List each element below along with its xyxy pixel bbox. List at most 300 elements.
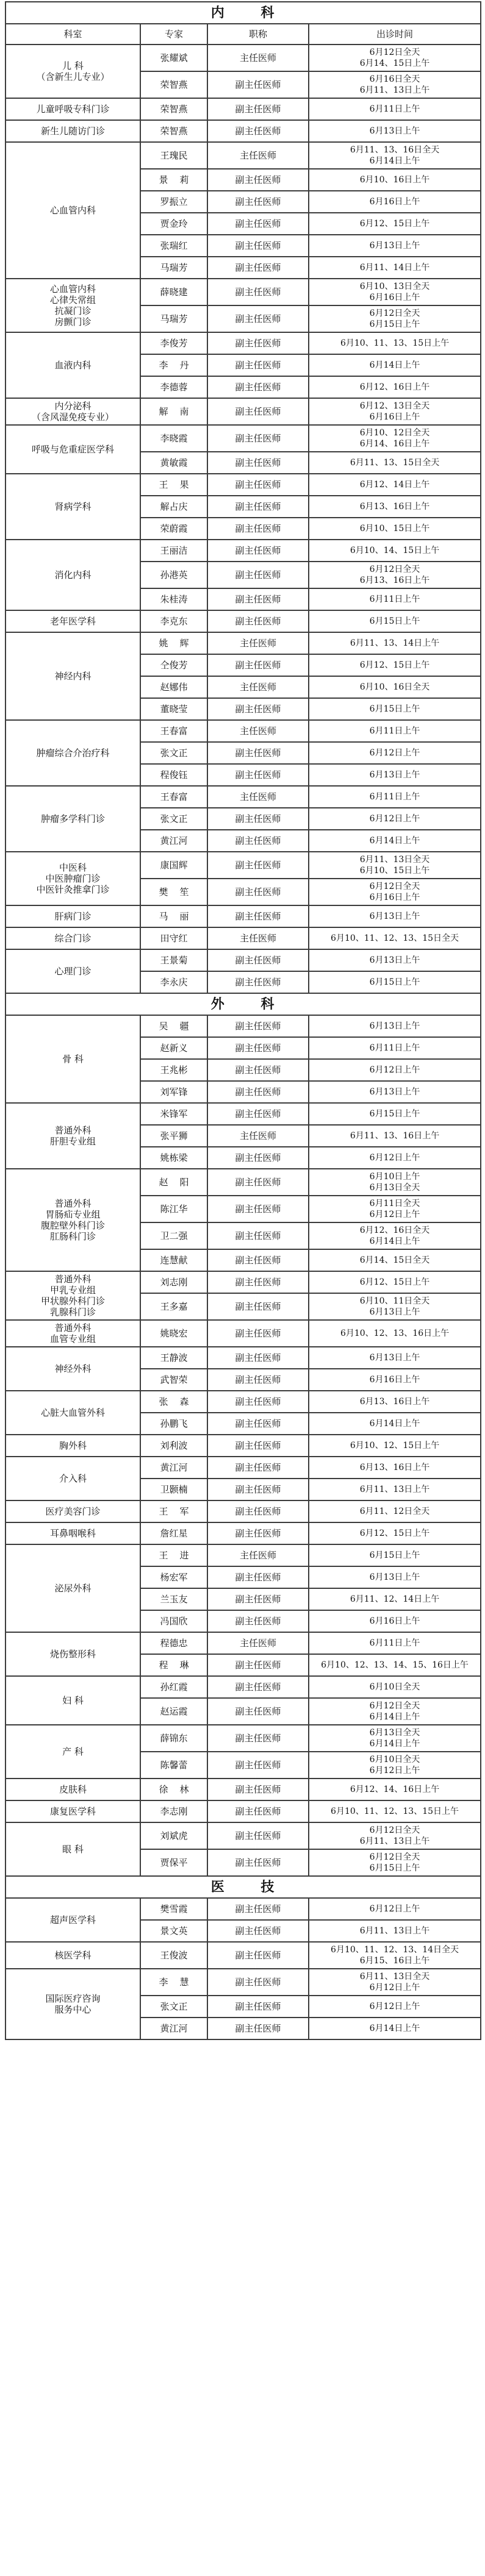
doctor-name: 王 进 [140,1544,207,1566]
doctor-name: 樊雪霞 [140,1898,207,1920]
doctor-title: 副主任医师 [207,1196,309,1222]
clinic-time: 6月14、15日全天 [309,1249,481,1271]
doctor-name: 卫二强 [140,1222,207,1249]
doctor-title: 副主任医师 [207,1249,309,1271]
clinic-time: 6月10、12、15日上午 [309,1435,481,1457]
doctor-title: 副主任医师 [207,1059,309,1081]
doctor-name: 连慧献 [140,1249,207,1271]
header-expert: 专家 [140,24,207,45]
doctor-name: 卫颢楠 [140,1479,207,1500]
doctor-title: 副主任医师 [207,879,309,905]
doctor-title: 副主任医师 [207,376,309,398]
doctor-title: 副主任医师 [207,235,309,257]
clinic-time: 6月13日上午 [309,1081,481,1103]
department-cell: 超声医学科 [5,1898,140,1942]
clinic-time: 6月10、16日上午 [309,169,481,191]
clinic-time: 6月11日上午 [309,720,481,742]
clinic-time: 6月13日上午 [309,905,481,927]
department-cell: 妇 科 [5,1676,140,1725]
doctor-name: 贾保平 [140,1849,207,1876]
table-row [5,1725,481,1752]
doctor-title: 副主任医师 [207,1996,309,2018]
doctor-title: 副主任医师 [207,191,309,213]
clinic-time: 6月16日全天 6月11、13日上午 [309,71,481,98]
doctor-title: 副主任医师 [207,398,309,425]
department-cell: 普通外科 血管专业组 [5,1320,140,1347]
table-row [5,1457,481,1479]
doctor-title: 副主任医师 [207,1610,309,1632]
department-cell: 核医学科 [5,1942,140,1969]
doctor-name: 王丽洁 [140,540,207,562]
doctor-title: 副主任医师 [207,971,309,993]
clinic-time: 6月12、15日上午 [309,654,481,676]
doctor-title: 副主任医师 [207,1676,309,1698]
doctor-name: 张平狮 [140,1125,207,1147]
table-row [5,1779,481,1800]
clinic-time: 6月14日上午 [309,830,481,852]
table-row [5,540,481,562]
clinic-time: 6月13日上午 [309,235,481,257]
doctor-title: 副主任医师 [207,425,309,452]
clinic-time: 6月13日全天 6月14日上午 [309,1725,481,1752]
doctor-title: 副主任医师 [207,1800,309,1822]
doctor-name: 罗振立 [140,191,207,213]
clinic-time: 6月12日全天 6月11、13日上午 [309,1822,481,1849]
clinic-time: 6月11、13、14日上午 [309,632,481,654]
clinic-time: 6月11日上午 [309,588,481,610]
department-cell: 新生儿随访门诊 [5,120,140,142]
doctor-title: 副主任医师 [207,654,309,676]
doctor-title: 副主任医师 [207,1698,309,1725]
table-row [5,949,481,971]
table-row [5,1544,481,1566]
section-title: 医 技 [5,1876,481,1898]
clinic-time: 6月12、16日上午 [309,376,481,398]
clinic-time: 6月12日全天 6月13、16日上午 [309,562,481,588]
doctor-title: 副主任医师 [207,257,309,279]
doctor-title: 副主任医师 [207,588,309,610]
doctor-title: 主任医师 [207,720,309,742]
doctor-name: 程 琳 [140,1654,207,1676]
doctor-title: 副主任医师 [207,98,309,120]
doctor-title: 主任医师 [207,676,309,698]
doctor-title: 副主任医师 [207,279,309,305]
doctor-name: 孙港英 [140,562,207,588]
doctor-title: 副主任医师 [207,71,309,98]
doctor-name: 马瑞芳 [140,257,207,279]
clinic-time: 6月10、12、13、14、15、16日上午 [309,1654,481,1676]
doctor-name: 王春富 [140,720,207,742]
clinic-time: 6月12、14、16日上午 [309,1779,481,1800]
doctor-title: 副主任医师 [207,1015,309,1037]
table-row [5,1015,481,1037]
doctor-title: 主任医师 [207,1125,309,1147]
clinic-time: 6月14日上午 [309,354,481,376]
doctor-title: 副主任医师 [207,213,309,235]
doctor-name: 王春富 [140,786,207,808]
doctor-name: 黄江河 [140,830,207,852]
clinic-time: 6月11日全天 6月12日上午 [309,1196,481,1222]
clinic-time: 6月15日上午 [309,1103,481,1125]
table-row [5,610,481,632]
clinic-time: 6月13日上午 [309,1015,481,1037]
department-cell: 胸外科 [5,1435,140,1457]
doctor-name: 吴 疆 [140,1015,207,1037]
clinic-time: 6月10、11日全天 6月13日上午 [309,1293,481,1320]
table-row [5,1391,481,1413]
doctor-name: 武智荣 [140,1369,207,1391]
doctor-name: 张瑞红 [140,235,207,257]
doctor-name: 孙鹏飞 [140,1413,207,1435]
doctor-title: 副主任医师 [207,1566,309,1588]
clinic-time: 6月11日上午 [309,1037,481,1059]
department-cell: 消化内科 [5,540,140,610]
doctor-title: 副主任医师 [207,452,309,474]
doctor-name: 李 丹 [140,354,207,376]
doctor-title: 副主任医师 [207,1037,309,1059]
clinic-time: 6月12日全天 6月15日上午 [309,305,481,332]
doctor-title: 副主任医师 [207,1435,309,1457]
clinic-time: 6月11日上午 [309,98,481,120]
doctor-title: 副主任医师 [207,1654,309,1676]
department-cell: 呼吸与危重症医学科 [5,425,140,474]
doctor-title: 副主任医师 [207,332,309,354]
table-row [5,905,481,927]
doctor-title: 主任医师 [207,632,309,654]
doctor-name: 张文正 [140,1996,207,2018]
table-row [5,1822,481,1849]
doctor-name: 黄敏霞 [140,452,207,474]
table-row [5,279,481,305]
doctor-title: 副主任医师 [207,1920,309,1942]
clinic-time: 6月13、16日上午 [309,1457,481,1479]
clinic-time: 6月13日上午 [309,949,481,971]
section-title: 外 科 [5,993,481,1015]
table-row [5,632,481,654]
doctor-title: 主任医师 [207,45,309,71]
clinic-time: 6月10日上午 6月13日全天 [309,1169,481,1196]
doctor-name: 马 丽 [140,905,207,927]
doctor-title: 副主任医师 [207,354,309,376]
doctor-name: 陈馨蕾 [140,1752,207,1779]
department-cell: 烧伤整形科 [5,1632,140,1676]
doctor-title: 主任医师 [207,927,309,949]
clinic-time: 6月10、13日全天 6月16日上午 [309,279,481,305]
clinic-time: 6月12日全天 6月16日上午 [309,879,481,905]
clinic-time: 6月13、16日上午 [309,496,481,518]
doctor-title: 副主任医师 [207,1413,309,1435]
doctor-name: 薛锦东 [140,1725,207,1752]
doctor-title: 副主任医师 [207,610,309,632]
header-title: 职称 [207,24,309,45]
table-row [5,332,481,354]
doctor-name: 张文正 [140,742,207,764]
doctor-title: 副主任医师 [207,1347,309,1369]
clinic-time: 6月10、11、12、13、14日全天 6月15、16日上午 [309,1942,481,1969]
table-row [5,1103,481,1125]
doctor-name: 景文英 [140,1920,207,1942]
table-row [5,1632,481,1654]
table-row [5,1320,481,1347]
clinic-time: 6月14日上午 [309,2018,481,2039]
clinic-time: 6月15日上午 [309,698,481,720]
doctor-title: 副主任医师 [207,1222,309,1249]
doctor-name: 王俊波 [140,1942,207,1969]
doctor-name: 刘军锋 [140,1081,207,1103]
doctor-title: 副主任医师 [207,1522,309,1544]
doctor-name: 王静波 [140,1347,207,1369]
doctor-name: 兰玉友 [140,1588,207,1610]
table-row [5,1942,481,1969]
clinic-time: 6月12日上午 [309,1898,481,1920]
department-cell: 神经内科 [5,632,140,720]
clinic-time: 6月15日上午 [309,971,481,993]
doctor-title: 副主任医师 [207,949,309,971]
doctor-name: 黄江河 [140,1457,207,1479]
doctor-name: 赵 阳 [140,1169,207,1196]
clinic-time: 6月11日上午 [309,786,481,808]
table-row [5,1347,481,1369]
clinic-time: 6月15日上午 [309,610,481,632]
department-cell: 老年医学科 [5,610,140,632]
doctor-title: 副主任医师 [207,1898,309,1920]
clinic-time: 6月11、13、16日全天 6月14日上午 [309,142,481,169]
table-row [5,425,481,452]
section-header-row [5,993,481,1015]
table-row [5,1898,481,1920]
doctor-title: 副主任医师 [207,1081,309,1103]
table-row [5,720,481,742]
table-row [5,1435,481,1457]
clinic-time: 6月10、14、15日上午 [309,540,481,562]
table-row [5,852,481,879]
clinic-time: 6月11、12日全天 [309,1500,481,1522]
department-cell: 神经外科 [5,1347,140,1391]
doctor-name: 田守红 [140,927,207,949]
department-cell: 康复医学科 [5,1800,140,1822]
doctor-name: 刘斌虎 [140,1822,207,1849]
department-cell: 普通外科 甲乳专业组 甲状腺外科门诊 乳腺科门诊 [5,1271,140,1320]
doctor-name: 荣智燕 [140,120,207,142]
doctor-title: 副主任医师 [207,169,309,191]
doctor-title: 副主任医师 [207,698,309,720]
table-row [5,1500,481,1522]
doctor-name: 康国辉 [140,852,207,879]
doctor-title: 副主任医师 [207,496,309,518]
doctor-title: 副主任医师 [207,1849,309,1876]
table-row [5,120,481,142]
clinic-time: 6月10、11、12、13、15日上午 [309,1800,481,1822]
doctor-title: 副主任医师 [207,1391,309,1413]
clinic-time: 6月13日上午 [309,1347,481,1369]
clinic-time: 6月12、16日全天 6月14日上午 [309,1222,481,1249]
table-row [5,142,481,169]
doctor-name: 米锋军 [140,1103,207,1125]
table-row [5,786,481,808]
clinic-time: 6月14日上午 [309,1413,481,1435]
doctor-title: 副主任医师 [207,1500,309,1522]
doctor-name: 孙红霞 [140,1676,207,1698]
doctor-title: 副主任医师 [207,764,309,786]
clinic-time: 6月12日上午 [309,1059,481,1081]
department-cell: 肿瘤综合介治疗科 [5,720,140,786]
section-title: 内 科 [5,2,481,24]
clinic-time: 6月13、16日上午 [309,1391,481,1413]
doctor-name: 马瑞芳 [140,305,207,332]
clinic-time: 6月10、12、13、16日上午 [309,1320,481,1347]
clinic-time: 6月11、13、16日上午 [309,1125,481,1147]
column-header-row [5,24,481,45]
doctor-title: 副主任医师 [207,518,309,540]
doctor-title: 副主任医师 [207,830,309,852]
doctor-name: 李永庆 [140,971,207,993]
clinic-time: 6月12日上午 [309,1996,481,2018]
doctor-title: 副主任医师 [207,1103,309,1125]
doctor-title: 副主任医师 [207,120,309,142]
department-cell: 泌尿外科 [5,1544,140,1632]
department-cell: 综合门诊 [5,927,140,949]
department-cell: 眼 科 [5,1822,140,1876]
clinic-time: 6月16日上午 [309,191,481,213]
clinic-time: 6月12日上午 [309,1147,481,1169]
clinic-time: 6月12日全天 6月14、15日上午 [309,45,481,71]
table-row [5,98,481,120]
clinic-time: 6月10日全天 6月12日上午 [309,1752,481,1779]
doctor-name: 王 果 [140,474,207,496]
doctor-title: 副主任医师 [207,1752,309,1779]
table-row [5,474,481,496]
clinic-time: 6月10、15日上午 [309,518,481,540]
doctor-title: 副主任医师 [207,1320,309,1347]
clinic-time: 6月12日上午 [309,742,481,764]
doctor-name: 杨宏军 [140,1566,207,1588]
clinic-time: 6月11日上午 [309,1632,481,1654]
clinic-time: 6月11、14日上午 [309,257,481,279]
doctor-name: 李德蓉 [140,376,207,398]
department-cell: 耳鼻咽喉科 [5,1522,140,1544]
doctor-name: 贾金玲 [140,213,207,235]
doctor-name: 李俊芳 [140,332,207,354]
doctor-name: 赵新义 [140,1037,207,1059]
department-cell: 产 科 [5,1725,140,1779]
table-row [5,398,481,425]
clinic-time: 6月12日全天 6月15日上午 [309,1849,481,1876]
doctor-title: 副主任医师 [207,1479,309,1500]
doctor-name: 李志刚 [140,1800,207,1822]
doctor-title: 副主任医师 [207,1822,309,1849]
doctor-name: 李晓霞 [140,425,207,452]
clinic-time: 6月13日上午 [309,1566,481,1588]
doctor-name: 王 军 [140,1500,207,1522]
doctor-name: 荣智燕 [140,71,207,98]
doctor-name: 董晓莹 [140,698,207,720]
clinic-time: 6月11、12、14日上午 [309,1588,481,1610]
clinic-time: 6月10、11、12、13、15日全天 [309,927,481,949]
doctor-name: 姚 辉 [140,632,207,654]
doctor-title: 主任医师 [207,142,309,169]
doctor-name: 赵娜伟 [140,676,207,698]
table-row [5,45,481,71]
clinic-time: 6月10、12日全天 6月14、16日上午 [309,425,481,452]
doctor-name: 姚晓宏 [140,1320,207,1347]
doctor-name: 冯国欣 [140,1610,207,1632]
department-cell: 心血管内科 [5,142,140,279]
doctor-name: 徐 林 [140,1779,207,1800]
doctor-title: 副主任医师 [207,1969,309,1996]
clinic-time: 6月12日全天 6月14日上午 [309,1698,481,1725]
department-cell: 肾病学科 [5,474,140,540]
table-row [5,1522,481,1544]
table-row [5,1800,481,1822]
department-cell: 心脏大血管外科 [5,1391,140,1435]
department-cell: 儿 科 （含新生儿专业） [5,45,140,98]
doctor-title: 副主任医师 [207,852,309,879]
doctor-title: 主任医师 [207,1632,309,1654]
doctor-name: 黄江河 [140,2018,207,2039]
doctor-title: 副主任医师 [207,1293,309,1320]
department-cell: 肿瘤多学科门诊 [5,786,140,852]
doctor-name: 仝俊芳 [140,654,207,676]
doctor-name: 刘利波 [140,1435,207,1457]
doctor-title: 副主任医师 [207,540,309,562]
doctor-title: 主任医师 [207,1544,309,1566]
doctor-name: 刘志刚 [140,1271,207,1293]
doctor-name: 程德忠 [140,1632,207,1654]
doctor-title: 副主任医师 [207,1271,309,1293]
doctor-title: 副主任医师 [207,1942,309,1969]
doctor-name: 荣蔚霞 [140,518,207,540]
clinic-time: 6月12、15日上午 [309,1271,481,1293]
clinic-time: 6月12日上午 [309,808,481,830]
clinic-time: 6月11、13、15日全天 [309,452,481,474]
department-cell: 心理门诊 [5,949,140,993]
department-cell: 血液内科 [5,332,140,398]
doctor-name: 荣智燕 [140,98,207,120]
clinic-time: 6月11、13日上午 [309,1920,481,1942]
table-row [5,1169,481,1196]
doctor-name: 赵运霞 [140,1698,207,1725]
clinic-time: 6月16日上午 [309,1610,481,1632]
department-cell: 心血管内科 心律失常组 抗凝门诊 房颤门诊 [5,279,140,332]
clinic-time: 6月11、13日全天 6月12日上午 [309,1969,481,1996]
doctor-name: 张 森 [140,1391,207,1413]
doctor-name: 王兆彬 [140,1059,207,1081]
clinic-time: 6月11、13日上午 [309,1479,481,1500]
clinic-time: 6月12、14日上午 [309,474,481,496]
doctor-title: 副主任医师 [207,1588,309,1610]
section-header-row [5,2,481,24]
doctor-name: 姚栋梁 [140,1147,207,1169]
doctor-title: 副主任医师 [207,474,309,496]
doctor-name: 张文正 [140,808,207,830]
doctor-name: 薛晓建 [140,279,207,305]
table-row [5,927,481,949]
doctor-title: 副主任医师 [207,808,309,830]
doctor-name: 樊 笙 [140,879,207,905]
clinic-time: 6月11、13日全天 6月10、15日上午 [309,852,481,879]
doctor-title: 副主任医师 [207,1169,309,1196]
clinic-time: 6月12、13日全天 6月16日上午 [309,398,481,425]
doctor-name: 景 莉 [140,169,207,191]
department-cell: 医疗美容门诊 [5,1500,140,1522]
doctor-name: 张耀斌 [140,45,207,71]
doctor-title: 副主任医师 [207,1147,309,1169]
doctor-name: 朱桂涛 [140,588,207,610]
department-cell: 中医科 中医肿瘤门诊 中医针灸推拿门诊 [5,852,140,905]
clinic-time: 6月13日上午 [309,120,481,142]
doctor-name: 程俊钰 [140,764,207,786]
schedule-table [5,1,481,2040]
